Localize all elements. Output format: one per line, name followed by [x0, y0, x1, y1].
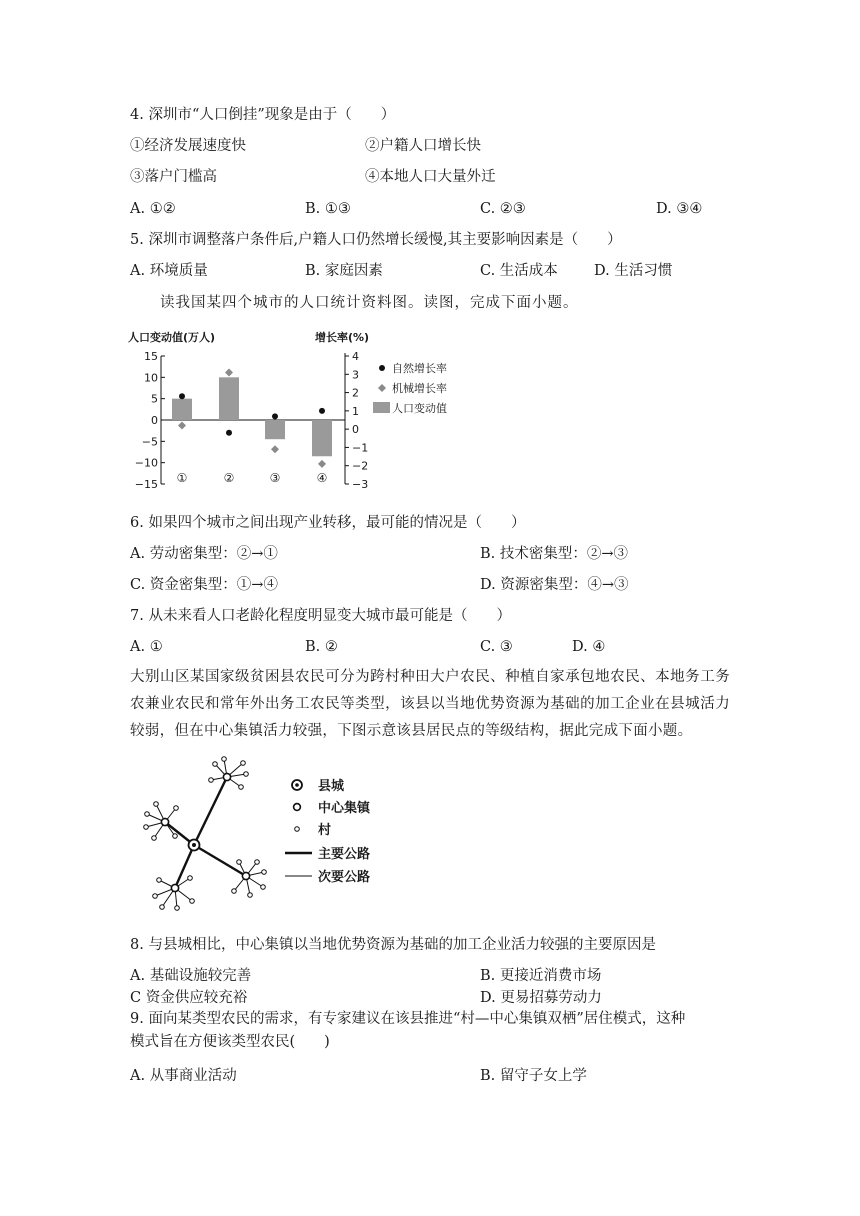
right-tick-label: 0: [352, 423, 359, 437]
q5-option-c: C. 生活成本: [480, 263, 558, 279]
q9-option-b: B. 留守子女上学: [480, 1068, 587, 1084]
category-label: ③: [269, 471, 281, 485]
q7-option-a: A. ①: [130, 639, 163, 655]
left-tick-label: −5: [141, 435, 158, 449]
category-label: ④: [316, 471, 328, 485]
q4-option-c: C. ②③: [480, 201, 526, 217]
right-tick-label: −2: [352, 459, 369, 473]
left-tick-label: −10: [134, 456, 158, 470]
q8-option-b: B. 更接近消费市场: [480, 968, 602, 984]
legend-village: 村: [318, 823, 332, 838]
legend-migration-marker: [378, 384, 386, 392]
migration-growth-point: [318, 460, 326, 468]
q7-stem: 7. 从未来看人口老龄化程度明显变大城市最可能是（ ）: [130, 608, 511, 624]
legend-migration-label: 机械增长率: [392, 382, 447, 395]
q8-option-d: D. 更易招募劳动力: [480, 990, 602, 1006]
left-axis-title: 人口变动值(万人): [128, 331, 216, 344]
population-change-bar: [172, 399, 192, 420]
natural-growth-point: [179, 393, 185, 399]
q8-stem: 8. 与县城相比，中心集镇以当地优势资源为基础的加工企业活力较强的主要原因是: [130, 937, 656, 953]
q7-option-b: B. ②: [305, 639, 338, 655]
legend-bar-label: 人口变动值: [392, 402, 447, 415]
road-network: [146, 759, 264, 908]
q9-option-a: A. 从事商业活动: [130, 1068, 237, 1084]
q4-option-d: D. ③④: [656, 201, 703, 217]
q6-option-c: C. 资金密集型：①→④: [130, 577, 278, 593]
right-axis-title: 增长率(%): [315, 331, 370, 344]
legend-town-icon: [294, 804, 301, 811]
legend-county-seat-icon: [292, 780, 302, 790]
right-tick-label: 2: [352, 386, 359, 400]
legend-natural-marker: [379, 365, 385, 371]
legend-main-road: 主要公路: [318, 847, 371, 862]
legend-secondary-road: 次要公路: [318, 870, 371, 885]
q6-option-d: D. 资源密集型：④→③: [480, 577, 629, 593]
population-change-bar: [265, 420, 285, 439]
q8-option-c: C 资金供应较充裕: [130, 990, 248, 1006]
q4-item-2: ②户籍人口增长快: [365, 138, 481, 154]
q5-option-a: A. 环境质量: [130, 263, 208, 279]
q4-stem: 4. 深圳市“人口倒挂”现象是由于（ ）: [130, 107, 396, 123]
migration-growth-point: [178, 421, 186, 429]
q9-stem-line2: 模式旨在方便该类型农民( ): [130, 1034, 330, 1050]
q7-option-c: C. ③: [480, 639, 513, 655]
q4-option-b: B. ①③: [305, 201, 351, 217]
right-tick-label: 4: [352, 350, 359, 363]
right-tick-label: −3: [352, 478, 369, 491]
legend-town: 中心集镇: [318, 801, 371, 816]
left-tick-label: 15: [144, 350, 158, 363]
central-towns: [161, 773, 249, 891]
q5-option-d: D. 生活习惯: [594, 263, 673, 279]
legend-village-icon: [295, 827, 300, 832]
migration-growth-point: [271, 445, 279, 453]
main-road: [194, 777, 227, 845]
left-tick-label: 0: [151, 414, 158, 427]
q6-stem: 6. 如果四个城市之间出现产业转移，最可能的情况是（ ）: [130, 515, 526, 531]
q9-stem-line1: 9. 面向某类型农民的需求，有专家建议在该县推进“村—中心集镇双栖”居住模式，这种: [130, 1011, 686, 1027]
population-chart: [125, 325, 485, 499]
natural-growth-point: [272, 413, 278, 419]
q4-item-4: ④本地人口大量外迁: [365, 169, 496, 185]
right-tick-label: 1: [352, 404, 359, 418]
legend-bar-marker: [373, 402, 390, 413]
settlement-diagram: [135, 750, 395, 924]
left-tick-label: −15: [134, 478, 158, 491]
secondary-roads: [146, 759, 264, 908]
population-change-bar: [219, 377, 239, 420]
q5-option-b: B. 家庭因素: [305, 263, 383, 279]
population-change-bar: [312, 420, 332, 456]
left-tick-label: 5: [151, 392, 158, 406]
chart-intro: 读我国某四个城市的人口统计资料图。读图，完成下面小题。: [160, 295, 579, 311]
right-tick-label: 3: [352, 368, 359, 382]
migration-growth-point: [225, 368, 233, 376]
county-seat: [189, 840, 200, 851]
category-label: ①: [176, 471, 188, 485]
left-tick-label: 10: [144, 371, 158, 385]
q4-item-1: ①经济发展速度快: [130, 138, 246, 154]
q4-item-3: ③落户门槛高: [130, 169, 217, 185]
right-tick-label: −1: [352, 441, 369, 455]
q6-option-a: A. 劳动密集型：②→①: [130, 546, 278, 562]
q4-option-a: A. ①②: [130, 201, 176, 217]
legend-natural-label: 自然增长率: [392, 362, 447, 375]
q5-stem: 5. 深圳市调整落户条件后,户籍人口仍然增长缓慢,其主要影响因素是（ ）: [130, 232, 622, 248]
diagram-legend: [285, 779, 371, 885]
natural-growth-point: [319, 408, 325, 414]
natural-growth-point: [226, 430, 232, 436]
q6-option-b: B. 技术密集型：②→③: [480, 546, 629, 562]
q8-option-a: A. 基础设施较完善: [130, 968, 252, 984]
settlement-intro: 大别山区某国家级贫困县农民可分为跨村种田大户农民、种植自家承包地农民、本地务工务农兼业农民和常年外出务工农民等类型，该县以当地优势资源为基础的加工企业在县城活力较弱，但在中心集镇活力较强，下图示意该县居民点的等级结构，据此完成下面小题。: [130, 669, 730, 739]
category-label: ②: [223, 471, 235, 485]
q7-option-d: D. ④: [572, 639, 606, 655]
legend-county-seat: 县城: [318, 779, 345, 794]
